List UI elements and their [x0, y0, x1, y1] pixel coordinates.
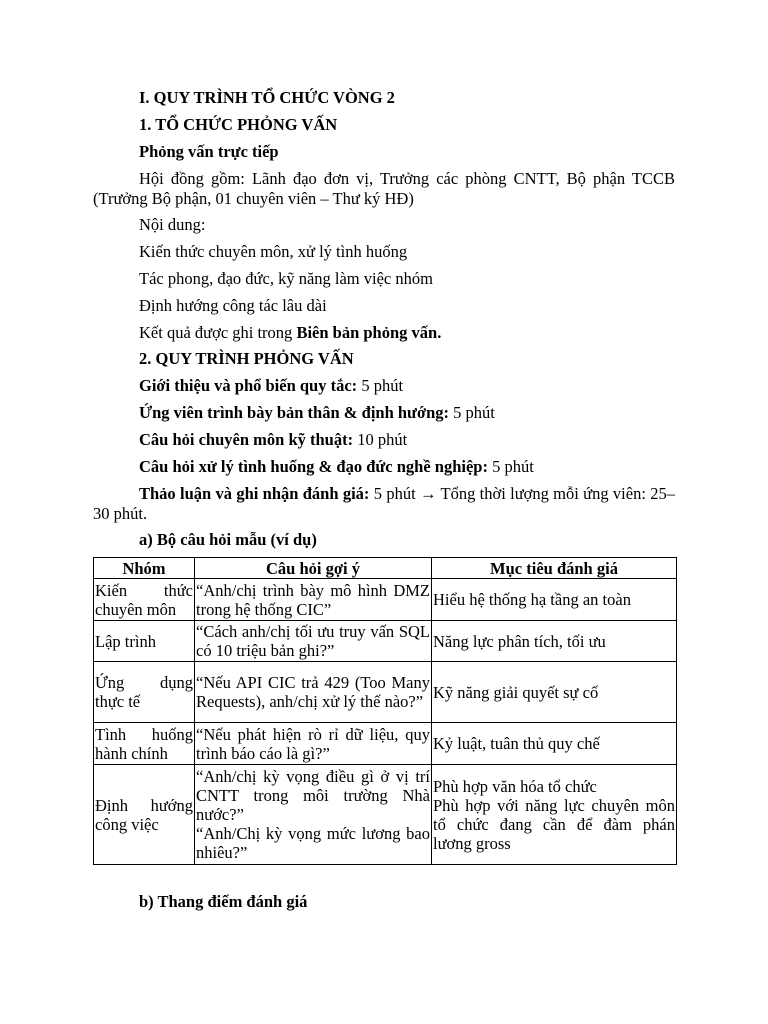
table-row	[94, 579, 677, 621]
step-line	[139, 376, 403, 396]
step-time: 10 phút	[353, 430, 408, 449]
group-cell: Lập trình	[94, 621, 195, 662]
question-text: “Anh/chị kỳ vọng điều gì ở vị trí CNTT trong môi trường Nhà nước?”	[196, 767, 430, 824]
result-document-name: Biên bản phỏng vấn.	[296, 323, 442, 342]
step-line	[139, 430, 407, 450]
step-line	[139, 457, 534, 477]
content-item: Kiến thức chuyên môn, xử lý tình huống	[139, 242, 408, 261]
content-label: Nội dung:	[139, 215, 206, 234]
last-step-paragraph	[93, 484, 675, 524]
step-time: 5 phút → Tổng thời lượng mỗi ứng viên: 25–30 phút.	[93, 484, 675, 523]
group-cell: Kiến thức chuyên môn	[95, 580, 193, 619]
question-cell: “Nếu API CIC trả 429 (Too Many Requests), anh/chị xử lý thế nào?”	[195, 662, 432, 723]
question-set-title: a) Bộ câu hỏi mẫu (ví dụ)	[139, 530, 317, 549]
goal-cell: Kỹ năng giải quyết sự cố	[432, 662, 677, 723]
section-1-title: 1. TỔ CHỨC PHỎNG VẤN	[139, 115, 338, 134]
step-label: Ứng viên trình bày bản thân & định hướng:	[139, 403, 450, 422]
step-label: Giới thiệu và phổ biến quy tắc:	[139, 376, 358, 395]
section-2-title: 2. QUY TRÌNH PHỎNG VẤN	[139, 349, 354, 368]
column-header: Mục tiêu đánh giá	[432, 558, 677, 579]
goal-cell	[432, 765, 677, 865]
step-line	[139, 403, 495, 423]
goal-cell: Kỷ luật, tuân thủ quy chế	[432, 723, 677, 765]
goal-cell: Năng lực phân tích, tối ưu	[432, 621, 677, 662]
question-cell: “Cách anh/chị tối ưu truy vấn SQL có 10 triệu bản ghi?”	[196, 622, 430, 660]
table-header-row	[94, 558, 677, 579]
step-time: 5 phút	[487, 457, 534, 476]
step-label: Thảo luận và ghi nhận đánh giá:	[139, 484, 370, 503]
goal-text: Phù hợp văn hóa tổ chức	[433, 776, 597, 796]
content-item: Tác phong, đạo đức, kỹ năng làm việc nhóm	[139, 269, 433, 288]
question-cell	[195, 765, 432, 865]
question-table	[93, 557, 677, 865]
table-row	[94, 662, 677, 723]
step-label: Câu hỏi chuyên môn kỹ thuật:	[139, 430, 354, 449]
result-line	[139, 323, 441, 343]
table-row	[94, 765, 677, 865]
question-text: “Anh/Chị kỳ vọng mức lương bao nhiêu?”	[196, 824, 430, 862]
step-label: Câu hỏi xử lý tình huống & đạo đức nghề nghiệp:	[139, 457, 488, 476]
step-time: 5 phút	[357, 376, 404, 395]
table-row	[94, 723, 677, 765]
result-prefix: Kết quả được ghi trong	[139, 323, 297, 342]
content-item: Định hướng công tác lâu dài	[139, 296, 327, 315]
council-paragraph: Hội đồng gồm: Lãnh đạo đơn vị, Trưởng các phòng CNTT, Bộ phận TCCB (Trưởng Bộ phận, 01 chuyên viên – Thư ký HĐ)	[93, 169, 675, 208]
column-header: Nhóm	[94, 558, 195, 579]
group-cell: Định hướng công việc	[94, 765, 195, 865]
goal-cell: Hiểu hệ thống hạ tầng an toàn	[432, 579, 677, 621]
group-cell: Tình huống hành chính	[95, 724, 193, 763]
main-heading: I. QUY TRÌNH TỔ CHỨC VÒNG 2	[139, 88, 395, 107]
question-cell: “Anh/chị trình bày mô hình DMZ trong hệ thống CIC”	[196, 580, 430, 619]
group-cell: Ứng dụng thực tế	[94, 662, 195, 723]
step-time: 5 phút	[449, 403, 495, 422]
interview-subtitle: Phỏng vấn trực tiếp	[139, 142, 279, 161]
score-title: b) Thang điểm đánh giá	[139, 892, 308, 911]
question-cell: “Nếu phát hiện rò rỉ dữ liệu, quy trình báo cáo là gì?”	[196, 724, 430, 763]
column-header: Câu hỏi gợi ý	[195, 558, 432, 579]
goal-text: Phù hợp với năng lực chuyên môn tổ chức đang cần để đàm phán lương gross	[433, 795, 675, 853]
table-row	[94, 621, 677, 662]
